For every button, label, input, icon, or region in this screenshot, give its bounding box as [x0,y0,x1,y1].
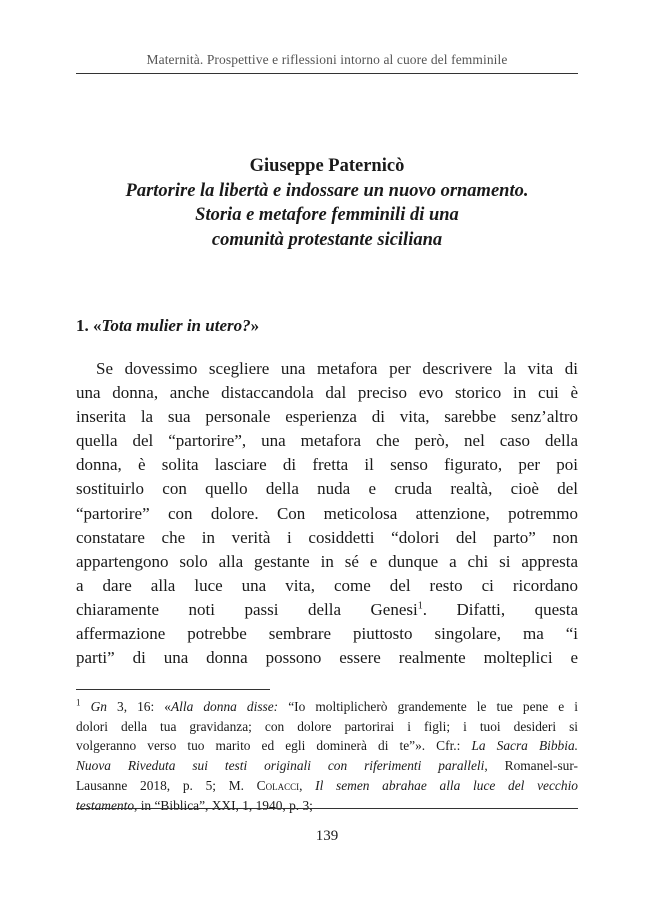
footnote-bottom-rule [76,808,578,809]
footnote-text: Lausanne 2018, p. 5; M. [76,777,257,793]
body-line: sostituirlo con quello della nuda e cruda realtà, cioè del [76,479,578,499]
body-line: appartengono solo alla gestante in sé e dunque a chi si appresta [76,551,578,571]
footnote-text: “Io moltiplicherò grandemente le tue pene e i [278,699,578,714]
section-close-quote: » [250,316,260,335]
footnote-marker: 1 [76,697,81,708]
body-line: affermazione potrebbe sembrare piuttosto singolare, ma “i [76,624,578,644]
body-line: a dare alla luce una vita, come del resto ci ricordano [76,575,578,595]
running-header: Maternità. Prospettive e riflessioni intorno al cuore del femminile [146,52,508,67]
body-line: “partorire” con dolore. Con meticolosa attenzione, potremmo [76,503,578,523]
footnote-line [76,776,578,796]
body-line-with-footnote [76,598,578,622]
footnote-text: , [299,777,316,793]
footnote-author: Colacci [256,777,300,793]
footnote-reference[interactable]: 1 [417,600,423,612]
body-line: donna, è solita lasciare di fretta il senso figurato, per poi [76,455,578,475]
footnote-line: dolori della tua gravidanza; con dolore partorirai i figli; i tuoi desideri si [76,718,578,734]
footnote-text: 3, 16: « [106,699,171,714]
body-line: inserita la sua personale esperienza di vita, sarebbe senz’altro [76,407,578,427]
footnote-line [76,736,578,756]
body-line: quella del “partorire”, una metafora che però, nel caso della [76,431,578,451]
footnote-text: Il semen abrahae alla luce del vecchio [315,777,578,793]
article-title-block [60,154,594,252]
body-line: Se dovessimo scegliere una metafora per descrivere la vita di [96,359,578,378]
header-rule [76,73,578,74]
body-line-text: chiaramente noti passi della Genesi [76,599,418,619]
section-heading [76,316,259,336]
body-line-text: . [422,599,427,619]
page-number: 139 [315,828,339,844]
body-line: una donna, anche distaccandola dal preciso evo storico in cui è [76,383,578,403]
author-name: Giuseppe Paternicò [249,156,405,176]
footnote-text: , Romanel-sur- [484,758,578,774]
section-number: 1. [76,316,89,335]
body-paragraph [76,357,578,670]
article-title-line-3: comunità protestante siciliana [211,229,443,250]
footnote-text: volgeranno verso tuo marito ed egli dominerà di te”». Cfr.: [76,738,472,754]
footnote-separator [76,689,270,690]
footnote-text: Alla donna disse: [170,699,279,714]
footnote-line [76,756,578,776]
footnote-text: La Sacra Bibbia. [471,738,578,754]
footnote-line [76,796,578,816]
body-line: parti” di una donna possono essere realmente molteplici e [76,648,578,668]
article-title-line-1: Partorire la libertà e indossare un nuovo ornamento. [125,180,529,201]
section-open-quote: « [93,316,102,335]
footnote-text: Nuova Riveduta sui testi originali con riferimenti paralleli [76,758,485,774]
footnote-text: Gn [90,699,107,714]
body-line-text: Difatti, questa [426,599,579,619]
footnote-text: , in “Biblica”, XXI, 1, 1940, p. 3; [134,797,313,813]
footnote-line [76,697,578,717]
article-title-line-2: Storia e metafore femminili di una [195,205,459,225]
section-title: Tota mulier in utero? [101,316,251,335]
footnote [76,697,578,815]
body-line: constatare che in verità i cosiddetti “dolori del parto” non [76,527,578,547]
footnote-text: testamento [76,797,135,813]
